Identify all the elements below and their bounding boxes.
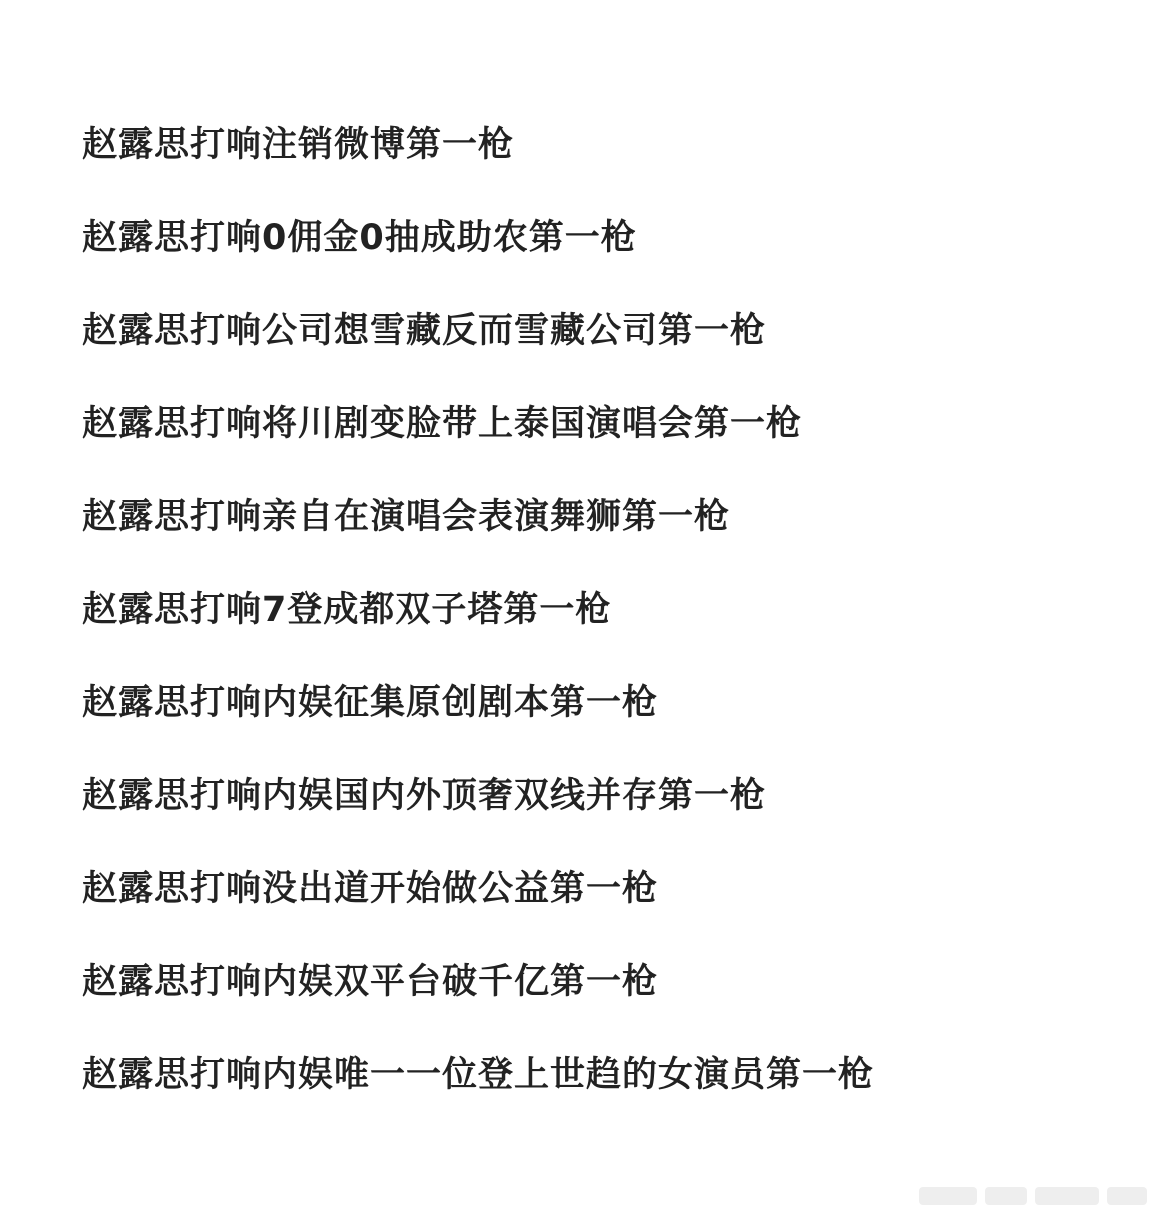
text-line: 赵露思打响将川剧变脸带上泰国演唱会第一枪: [82, 404, 803, 444]
watermark-mark: [1035, 1187, 1099, 1205]
text-line: 赵露思打响亲自在演唱会表演舞狮第一枪: [82, 497, 731, 537]
text-line: 赵露思打响没出道开始做公益第一枪: [82, 869, 659, 909]
text-line: 赵露思打响内娱国内外顶奢双线并存第一枪: [82, 776, 767, 816]
text-line: 赵露思打响0佣金0抽成助农第一枪: [82, 218, 637, 258]
text-line: 赵露思打响7登成都双子塔第一枪: [82, 590, 612, 630]
watermark: [919, 1182, 1159, 1210]
watermark-mark: [985, 1187, 1027, 1205]
text-line-list: [82, 116, 874, 1139]
watermark-mark: [1107, 1187, 1147, 1205]
text-line: 赵露思打响内娱双平台破千亿第一枪: [82, 962, 659, 1002]
text-line: 赵露思打响内娱唯一一位登上世趋的女演员第一枪: [82, 1055, 875, 1095]
watermark-mark: [919, 1187, 977, 1205]
text-line: 赵露思打响公司想雪藏反而雪藏公司第一枪: [82, 311, 767, 351]
text-line: 赵露思打响注销微博第一枪: [82, 125, 515, 165]
text-line: 赵露思打响内娱征集原创剧本第一枪: [82, 683, 659, 723]
